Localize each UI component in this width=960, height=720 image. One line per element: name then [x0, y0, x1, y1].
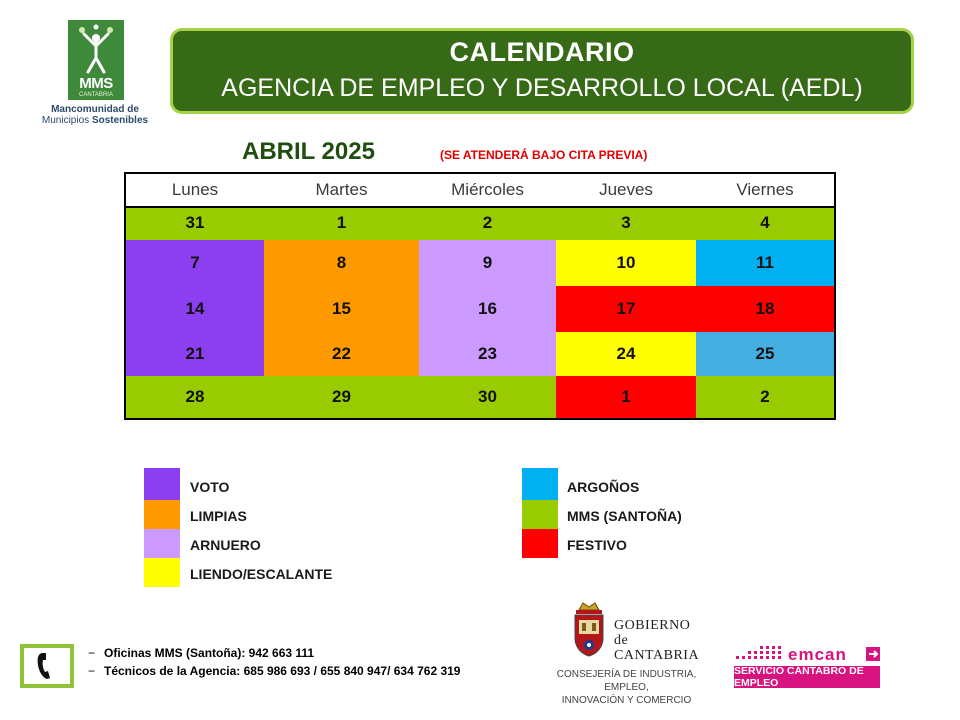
contact-offices: Oficinas MMS (Santoña): 942 663 111	[104, 646, 315, 660]
mms-abbr: MMS	[79, 75, 113, 92]
mms-caption-line1: Mancomunidad de	[51, 104, 139, 115]
weekday-header: Viernes	[736, 180, 794, 199]
calendar-day: 29	[264, 376, 419, 418]
weekday-header: Jueves	[599, 180, 653, 199]
calendar-day: 1	[264, 206, 419, 240]
gobierno-line2: de	[614, 633, 629, 648]
bullet-dash: −	[88, 664, 96, 678]
calendar-day: 14	[126, 286, 264, 332]
contact-technicians: Técnicos de la Agencia: 685 986 693 / 655 840 947/ 634 762 319	[104, 664, 461, 678]
page-title: CALENDARIO	[449, 37, 635, 67]
month-title: ABRIL 2025	[242, 138, 375, 165]
emcan-service-bar: SERVICIO CÁNTABRO DE EMPLEO	[734, 666, 880, 688]
legend-label: LIMPIAS	[190, 508, 247, 524]
calendar-day: 3	[556, 206, 696, 240]
legend-label: VOTO	[190, 479, 230, 495]
mms-caption-bold: Sostenibles	[91, 115, 149, 126]
gobierno-name	[614, 618, 699, 663]
mms-caption-plain: Municipios	[41, 115, 92, 126]
legend-label: FESTIVO	[567, 537, 627, 553]
gobierno-cantabria-logo	[544, 600, 704, 706]
gobierno-line1: GOBIERNO	[614, 618, 691, 633]
contact-info	[88, 644, 460, 680]
legend-swatch	[522, 529, 558, 558]
calendar-day: 9	[419, 240, 556, 286]
consejeria-line2: INNOVACIÓN Y COMERCIO	[561, 695, 692, 706]
calendar-day: 4	[696, 206, 834, 240]
calendar-day: 10	[556, 240, 696, 286]
emcan-logo	[734, 644, 882, 688]
calendar-day: 17	[556, 286, 696, 332]
appointment-notice: (SE ATENDERÁ BAJO CITA PREVIA)	[440, 148, 648, 162]
legend-swatch	[144, 558, 180, 587]
legend-swatch	[144, 529, 180, 558]
consejeria-line1: CONSEJERÍA DE INDUSTRIA, EMPLEO,	[556, 669, 697, 693]
mms-logo-mark	[68, 20, 124, 100]
calendar-grid	[124, 172, 836, 420]
gobierno-line3: CANTABRIA	[614, 648, 700, 663]
contact-row-offices	[88, 644, 460, 662]
bullet-dash: −	[88, 646, 96, 660]
calendar-day: 16	[419, 286, 556, 332]
calendar-day: 8	[264, 240, 419, 286]
calendar-day: 18	[696, 286, 834, 332]
calendar-day: 2	[696, 376, 834, 418]
calendar-day: 28	[126, 376, 264, 418]
calendar-day: 1	[556, 376, 696, 418]
page-subtitle: AGENCIA DE EMPLEO Y DESARROLLO LOCAL (AEDL)	[221, 74, 863, 102]
legend-label: ARNUERO	[190, 537, 261, 553]
header-banner	[170, 28, 914, 114]
weekday-header: Lunes	[171, 180, 219, 199]
legend-swatch	[522, 500, 558, 529]
calendar-day: 24	[556, 332, 696, 376]
calendar-day: 7	[126, 240, 264, 286]
calendar-day: 11	[696, 240, 834, 286]
calendar-day: 25	[696, 332, 834, 376]
legend-label: LIENDO/ESCALANTE	[190, 566, 333, 582]
legend-swatch	[144, 500, 180, 529]
phone-icon	[36, 651, 58, 681]
mms-caption	[30, 104, 160, 126]
legend-swatch	[522, 468, 558, 500]
calendar-day: 31	[126, 206, 264, 240]
coat-of-arms-icon	[570, 600, 608, 662]
mms-figure-icon	[68, 20, 124, 76]
calendar-day: 22	[264, 332, 419, 376]
header-divider	[126, 206, 834, 208]
legend-swatch	[144, 468, 180, 500]
weekday-header: Martes	[315, 180, 368, 199]
consejeria-name	[544, 668, 709, 707]
legend-label: ARGOÑOS	[567, 479, 640, 495]
weekday-header: Miércoles	[451, 180, 524, 199]
calendar-day: 21	[126, 332, 264, 376]
calendar-day: 2	[419, 206, 556, 240]
legend-label: MMS (SANTOÑA)	[567, 508, 682, 524]
calendar-day: 30	[419, 376, 556, 418]
calendar-day: 15	[264, 286, 419, 332]
phone-icon-box	[20, 644, 74, 688]
mms-logo	[30, 18, 160, 133]
mms-region: CANTABRIA	[79, 92, 113, 98]
contact-row-technicians	[88, 662, 460, 680]
emcan-wordmark: emcan	[788, 645, 847, 664]
calendar-day: 23	[419, 332, 556, 376]
mms-caption-line2	[42, 115, 148, 126]
